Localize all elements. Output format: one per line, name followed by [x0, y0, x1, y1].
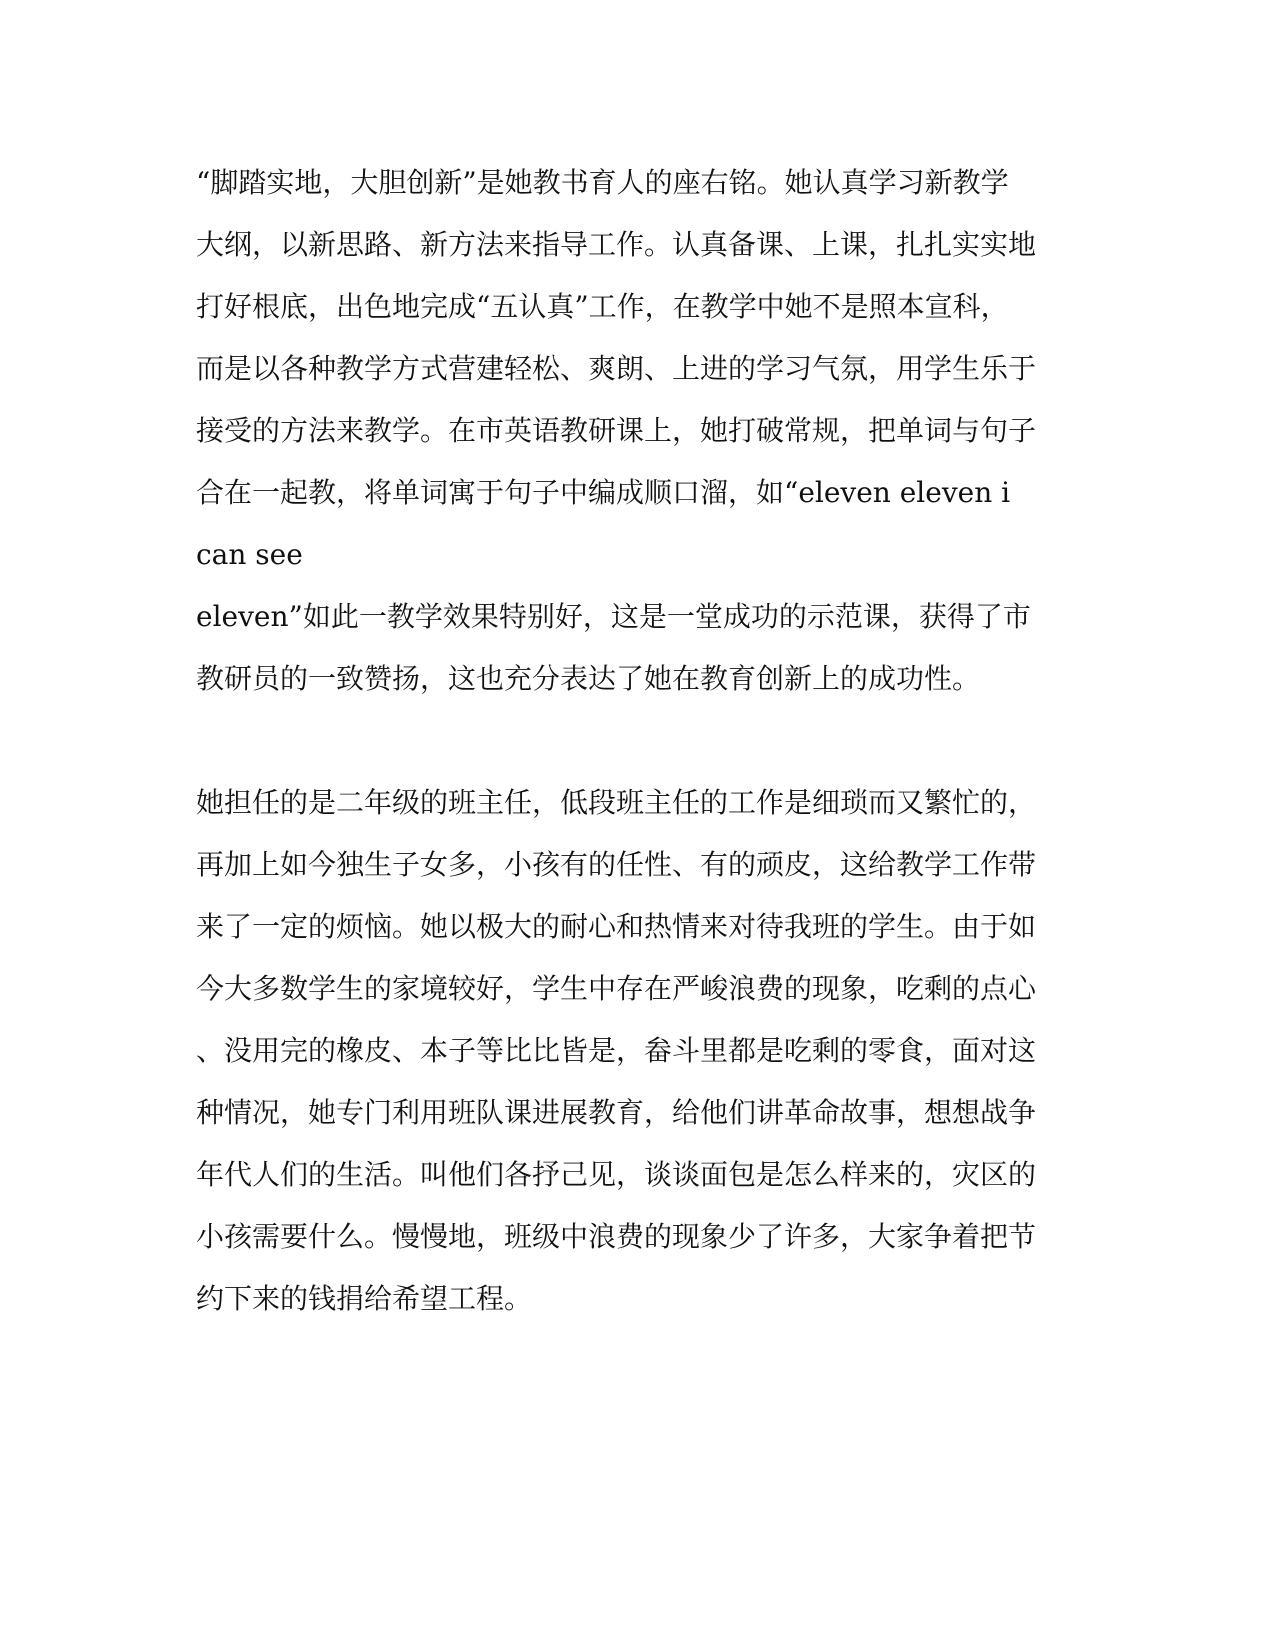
text-line: 打好根底，出色地完成“五认真”工作，在教学中她不是照本宣科，	[196, 290, 1009, 323]
text-line: 合在一起教，将单词寓于句子中编成顺口溜，如“eleven eleven i	[196, 476, 1011, 509]
text-line: 大纲，以新思路、新方法来指导工作。认真备课、上课，扎扎实实地	[196, 228, 1037, 261]
text-line: eleven”如此一教学效果特别好，这是一堂成功的示范课，获得了市	[196, 600, 1031, 633]
text-line: 种情况，她专门利用班队课进展教育，给他们讲革命故事，想想战争	[196, 1096, 1037, 1129]
text-line: 教研员的一致赞扬，这也充分表达了她在教育创新上的成功性。	[196, 662, 981, 695]
text-line: 而是以各种教学方式营建轻松、爽朗、上进的学习气氛，用学生乐于	[196, 352, 1037, 385]
text-line: “脚踏实地，大胆创新”是她教书育人的座右铭。她认真学习新教学	[196, 166, 1009, 199]
text-line: 再加上如今独生子女多，小孩有的任性、有的顽皮，这给教学工作带	[196, 848, 1037, 881]
text-line: 年代人们的生活。叫他们各抒己见，谈谈面包是怎么样来的，灾区的	[196, 1158, 1037, 1191]
text-line: 接受的方法来教学。在市英语教研课上，她打破常规，把单词与句子	[196, 414, 1037, 447]
text-line: 来了一定的烦恼。她以极大的耐心和热情来对待我班的学生。由于如	[196, 910, 1037, 943]
text-line: 、没用完的橡皮、本子等比比皆是，畚斗里都是吃剩的零食，面对这	[196, 1034, 1037, 1067]
text-line: 今大多数学生的家境较好，学生中存在严峻浪费的现象，吃剩的点心	[196, 972, 1037, 1005]
text-line: 小孩需要什么。慢慢地，班级中浪费的现象少了许多，大家争着把节	[196, 1220, 1037, 1253]
text-line: can see	[196, 538, 303, 571]
text-line: 约下来的钱捐给希望工程。	[196, 1282, 533, 1315]
text-line: 她担任的是二年级的班主任，低段班主任的工作是细琐而又繁忙的，	[196, 786, 1037, 819]
